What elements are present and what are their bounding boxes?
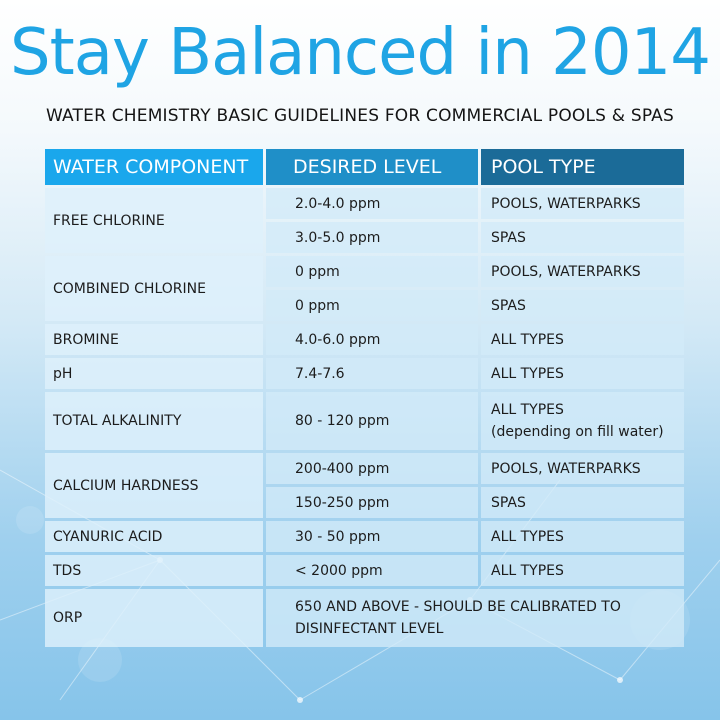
level-cell: 30 - 50 ppm <box>266 521 478 552</box>
level-cell: 200-400 ppm <box>266 453 478 484</box>
type-cell: POOLS, WATERPARKS <box>481 188 684 219</box>
type-cell: ALL TYPES <box>481 521 684 552</box>
type-cell: POOLS, WATERPARKS <box>481 453 684 484</box>
component-tds: TDS <box>45 555 263 586</box>
level-cell: 3.0-5.0 ppm <box>266 222 478 253</box>
level-cell: 0 ppm <box>266 256 478 287</box>
orp-level-line-1: 650 AND ABOVE - SHOULD BE CALIBRATED TO <box>295 599 621 615</box>
header-water-component: WATER COMPONENT <box>45 149 263 185</box>
table-row <box>45 521 684 552</box>
type-cell: POOLS, WATERPARKS <box>481 256 684 287</box>
component-ph: pH <box>45 358 263 389</box>
level-cell: 150-250 ppm <box>266 487 478 518</box>
level-cell-orp <box>266 589 684 647</box>
type-cell: SPAS <box>481 290 684 321</box>
type-cell <box>481 392 684 450</box>
type-label: ALL TYPES <box>491 402 564 418</box>
page-subtitle: WATER CHEMISTRY BASIC GUIDELINES FOR COMMERCIAL POOLS & SPAS <box>45 106 675 126</box>
component-orp: ORP <box>45 589 263 647</box>
table-row <box>45 358 684 389</box>
level-cell: 7.4-7.6 <box>266 358 478 389</box>
component-free-chlorine: FREE CHLORINE <box>45 188 263 253</box>
table-row <box>45 392 684 450</box>
level-cell: 2.0-4.0 ppm <box>266 188 478 219</box>
type-cell: SPAS <box>481 222 684 253</box>
type-cell: ALL TYPES <box>481 555 684 586</box>
table-row <box>45 256 684 287</box>
table-header-row <box>45 149 684 185</box>
page-title: Stay Balanced in 2014 <box>10 16 710 90</box>
component-combined-chlorine: COMBINED CHLORINE <box>45 256 263 321</box>
orp-level-line-2: DISINFECTANT LEVEL <box>295 621 444 637</box>
header-pool-type: POOL TYPE <box>481 149 684 185</box>
type-cell: ALL TYPES <box>481 324 684 355</box>
level-cell: 80 - 120 ppm <box>266 392 478 450</box>
level-cell: < 2000 ppm <box>266 555 478 586</box>
type-note: (depending on fill water) <box>491 424 664 440</box>
component-total-alkalinity: TOTAL ALKALINITY <box>45 392 263 450</box>
level-cell: 4.0-6.0 ppm <box>266 324 478 355</box>
table-row <box>45 324 684 355</box>
level-cell: 0 ppm <box>266 290 478 321</box>
component-calcium-hardness: CALCIUM HARDNESS <box>45 453 263 518</box>
table-row <box>45 188 684 219</box>
type-cell: ALL TYPES <box>481 358 684 389</box>
water-chemistry-table <box>42 146 687 650</box>
component-cyanuric-acid: CYANURIC ACID <box>45 521 263 552</box>
table-row <box>45 589 684 647</box>
header-desired-level: DESIRED LEVEL <box>266 149 478 185</box>
table-row <box>45 555 684 586</box>
component-bromine: BROMINE <box>45 324 263 355</box>
table-row <box>45 453 684 484</box>
type-cell: SPAS <box>481 487 684 518</box>
